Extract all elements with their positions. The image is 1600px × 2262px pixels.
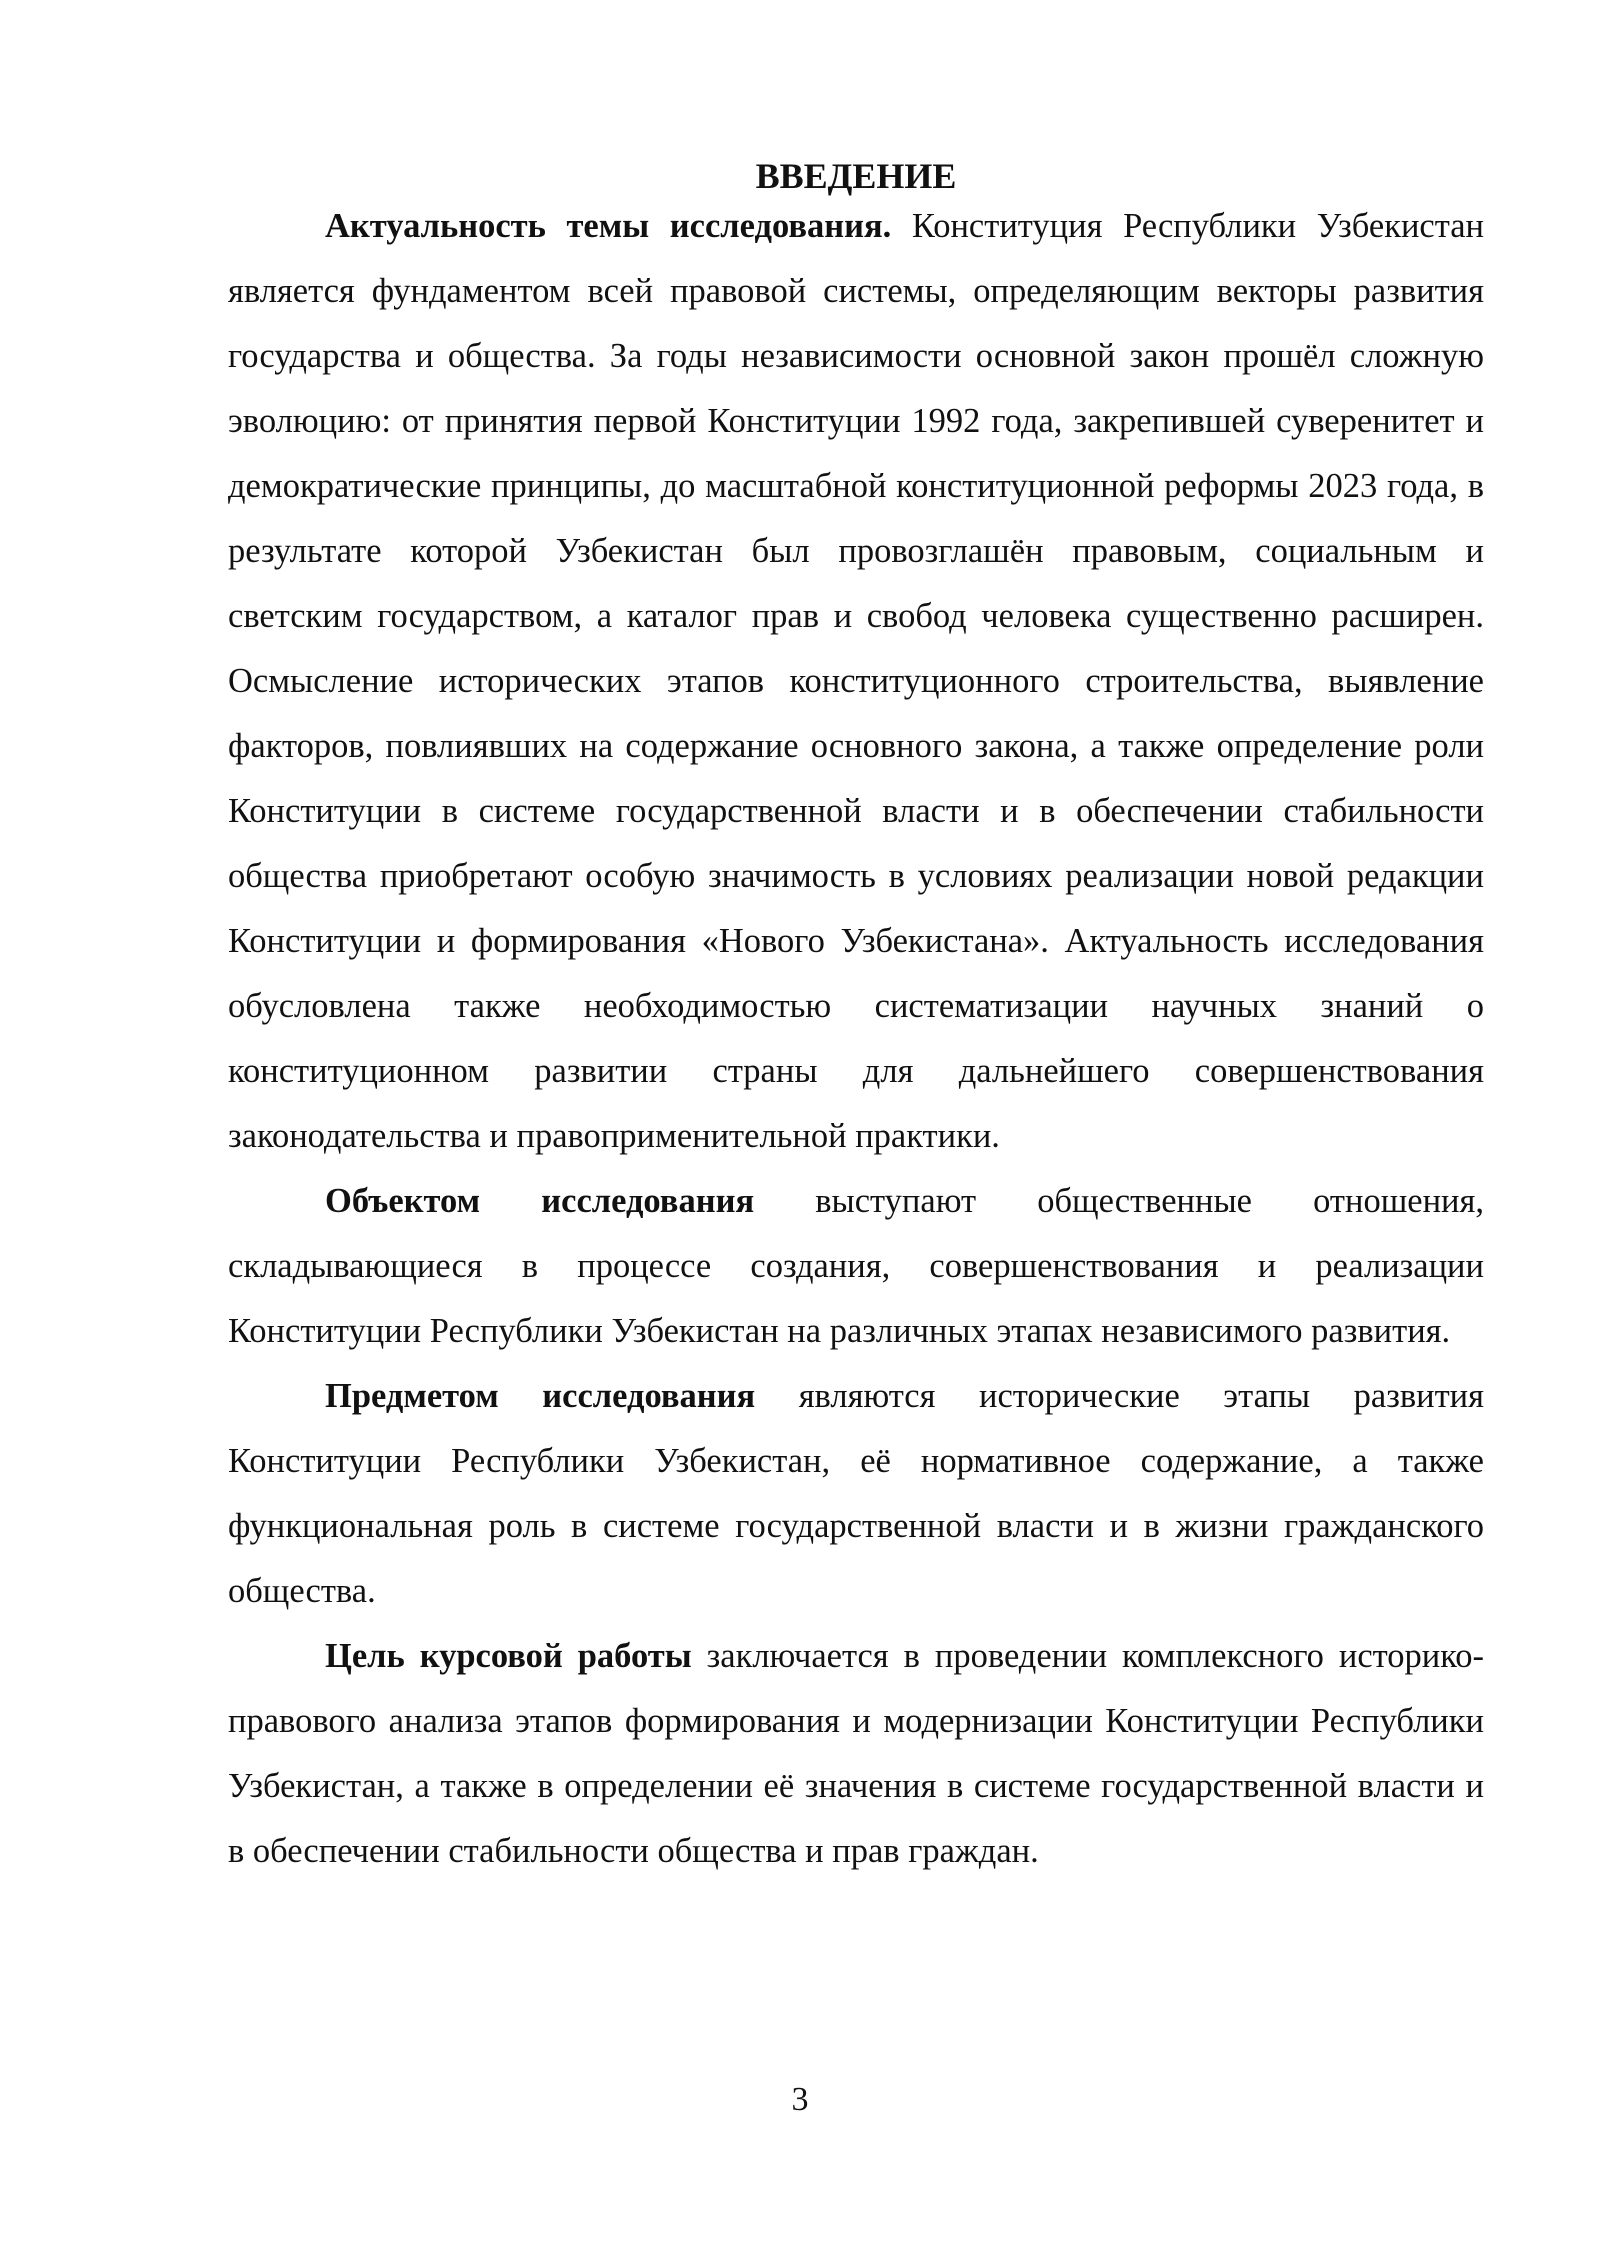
- paragraph-text-object: выступают общественные отношения, складывающиеся в процессе создания, совершенствования и реализации Конституции Республики Узбекистан на различных этапах независимого развития.: [228, 1182, 1484, 1350]
- paragraph-lead-goal: Цель курсовой работы: [325, 1637, 692, 1675]
- paragraph-goal: [228, 1624, 1484, 1884]
- section-heading: ВВЕДЕНИЕ: [755, 156, 957, 196]
- page-content: [228, 150, 1484, 1884]
- paragraph-text-relevance: Конституция Республики Узбекистан является фундаментом всей правовой системы, определяющим векторы развития государства и общества. За годы независимости основной закон прошёл сложную эволюцию: от принятия первой Конституции 1992 года, закрепившей суверенитет и демократические принципы, до масштабной конституционной реформы 2023 года, в результате которой Узбекистан был провозглашён правовым, социальным и светским государством, а каталог прав и свобод человека существенно расширен. Осмысление исторических этапов конституционного строительства, выявление факторов, повлиявших на содержание основного закона, а также определение роли Конституции в системе государственной власти и в обеспечении стабильности общества приобретают особую значимость в условиях реализации новой редакции Конституции и формирования «Нового Узбекистана». Актуальность исследования обусловлена также необходимостью систематизации научных знаний о конституционном развитии страны для дальнейшего совершенствования законодательства и правоприменительной практики.: [228, 207, 1485, 1155]
- paragraph-subject: [228, 1364, 1484, 1624]
- paragraph-relevance: [228, 194, 1484, 1169]
- paragraph-text-goal: заключается в проведении комплексного историко-правового анализа этапов формирования и модернизации Конституции Республики Узбекистан, а также в определении её значения в системе государственной власти и в обеспечении стабильности общества и прав граждан.: [228, 1637, 1484, 1870]
- paragraph-text-subject: являются исторические этапы развития Конституции Республики Узбекистан, её нормативное содержание, а также функциональная роль в системе государственной власти и в жизни гражданского общества.: [228, 1377, 1484, 1610]
- paragraph-lead-relevance: Актуальность темы исследования.: [325, 207, 892, 245]
- paragraph-lead-subject: Предметом исследования: [325, 1377, 756, 1415]
- paragraph-lead-object: Объектом исследования: [325, 1182, 755, 1220]
- paragraph-object: [228, 1169, 1484, 1364]
- page-number: 3: [791, 2081, 809, 2118]
